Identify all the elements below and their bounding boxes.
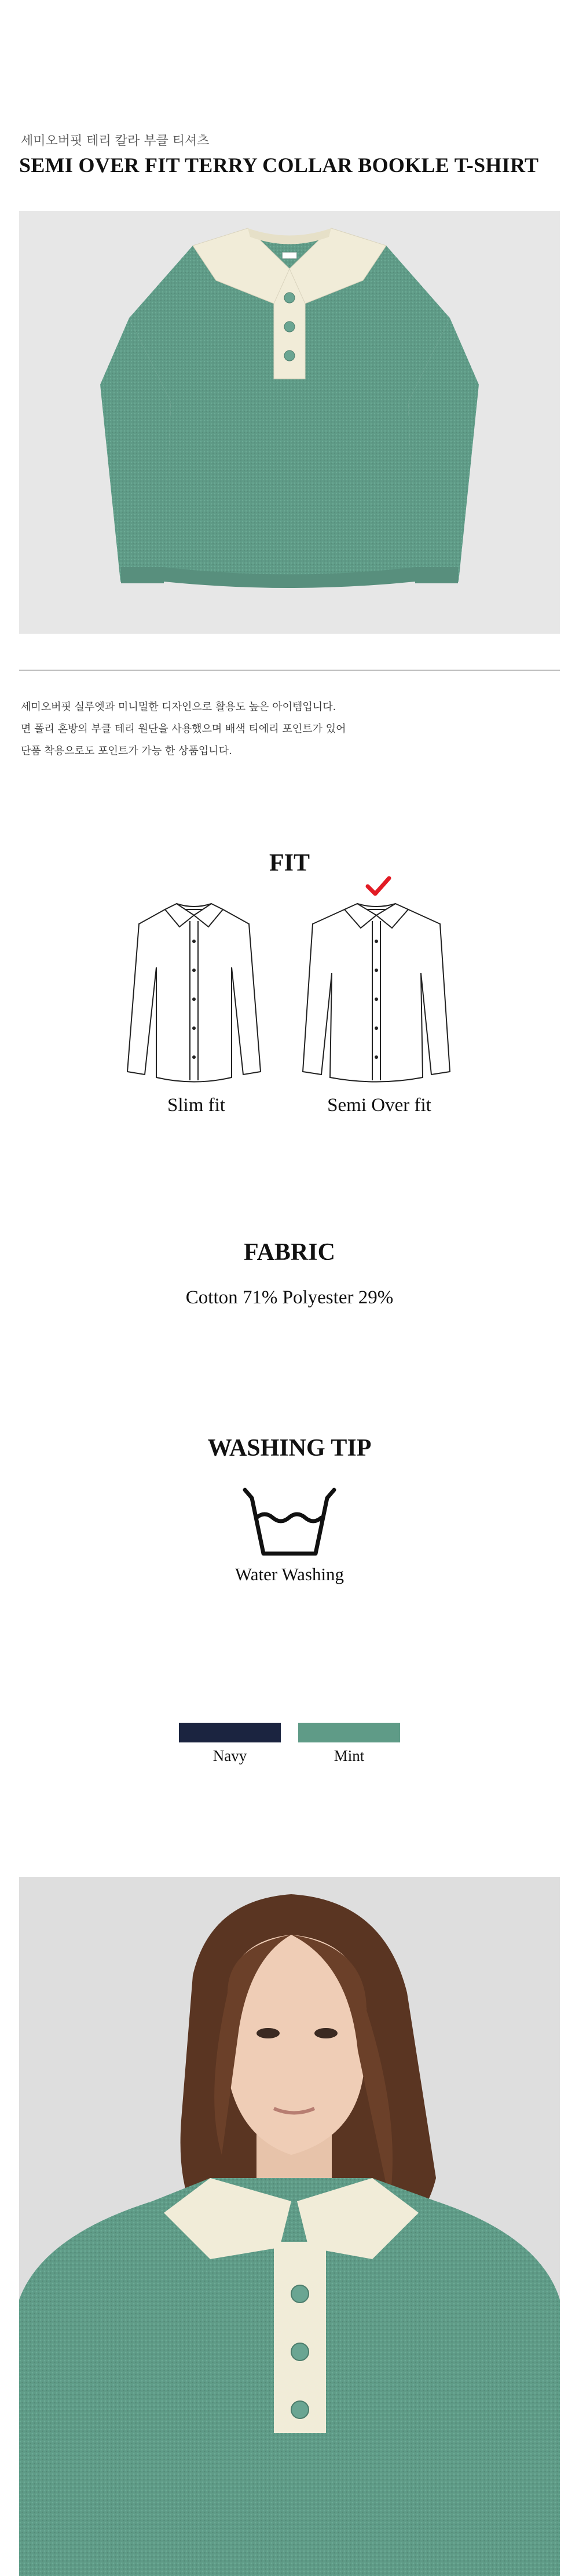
checkmark-icon [365,875,391,898]
washing-heading: WASHING TIP [207,1435,372,1461]
semi-over-fit-shirt-drawing [298,898,455,1089]
product-title-korean: 세미오버핏 테리 칼라 부클 티셔츠 [21,134,210,148]
fabric-composition: Cotton 71% Polyester 29% [185,1287,394,1308]
color-label-navy: Navy [212,1747,247,1764]
product-description [21,696,346,762]
slim-fit-shirt-drawing [122,898,266,1089]
color-label-mint: Mint [334,1747,365,1764]
fit-heading: FIT [269,850,310,876]
description-line: 단품 착용으로도 포인트가 가능 한 상품입니다. [21,745,232,757]
color-swatch-navy [179,1723,281,1742]
washing-label: Water Washing [234,1564,345,1584]
product-flat-photo [19,211,560,634]
section-divider [19,670,560,671]
water-washing-icon [240,1485,339,1558]
description-line: 면 폴리 혼방의 부클 테리 원단을 사용했으며 배색 티에리 포인트가 있어 [21,723,346,735]
fit-option-semi-over: Semi Over fit [327,1095,431,1116]
fabric-heading: FABRIC [244,1239,335,1266]
product-title-english: SEMI OVER FIT TERRY COLLAR BOOKLE T-SHIRT [19,154,539,177]
color-swatch-mint [298,1723,400,1742]
fit-option-slim: Slim fit [167,1095,225,1116]
model-photo [19,1877,560,2576]
description-line: 세미오버핏 실루엣과 미니멀한 디자인으로 활용도 높은 아이템입니다. [21,701,336,713]
